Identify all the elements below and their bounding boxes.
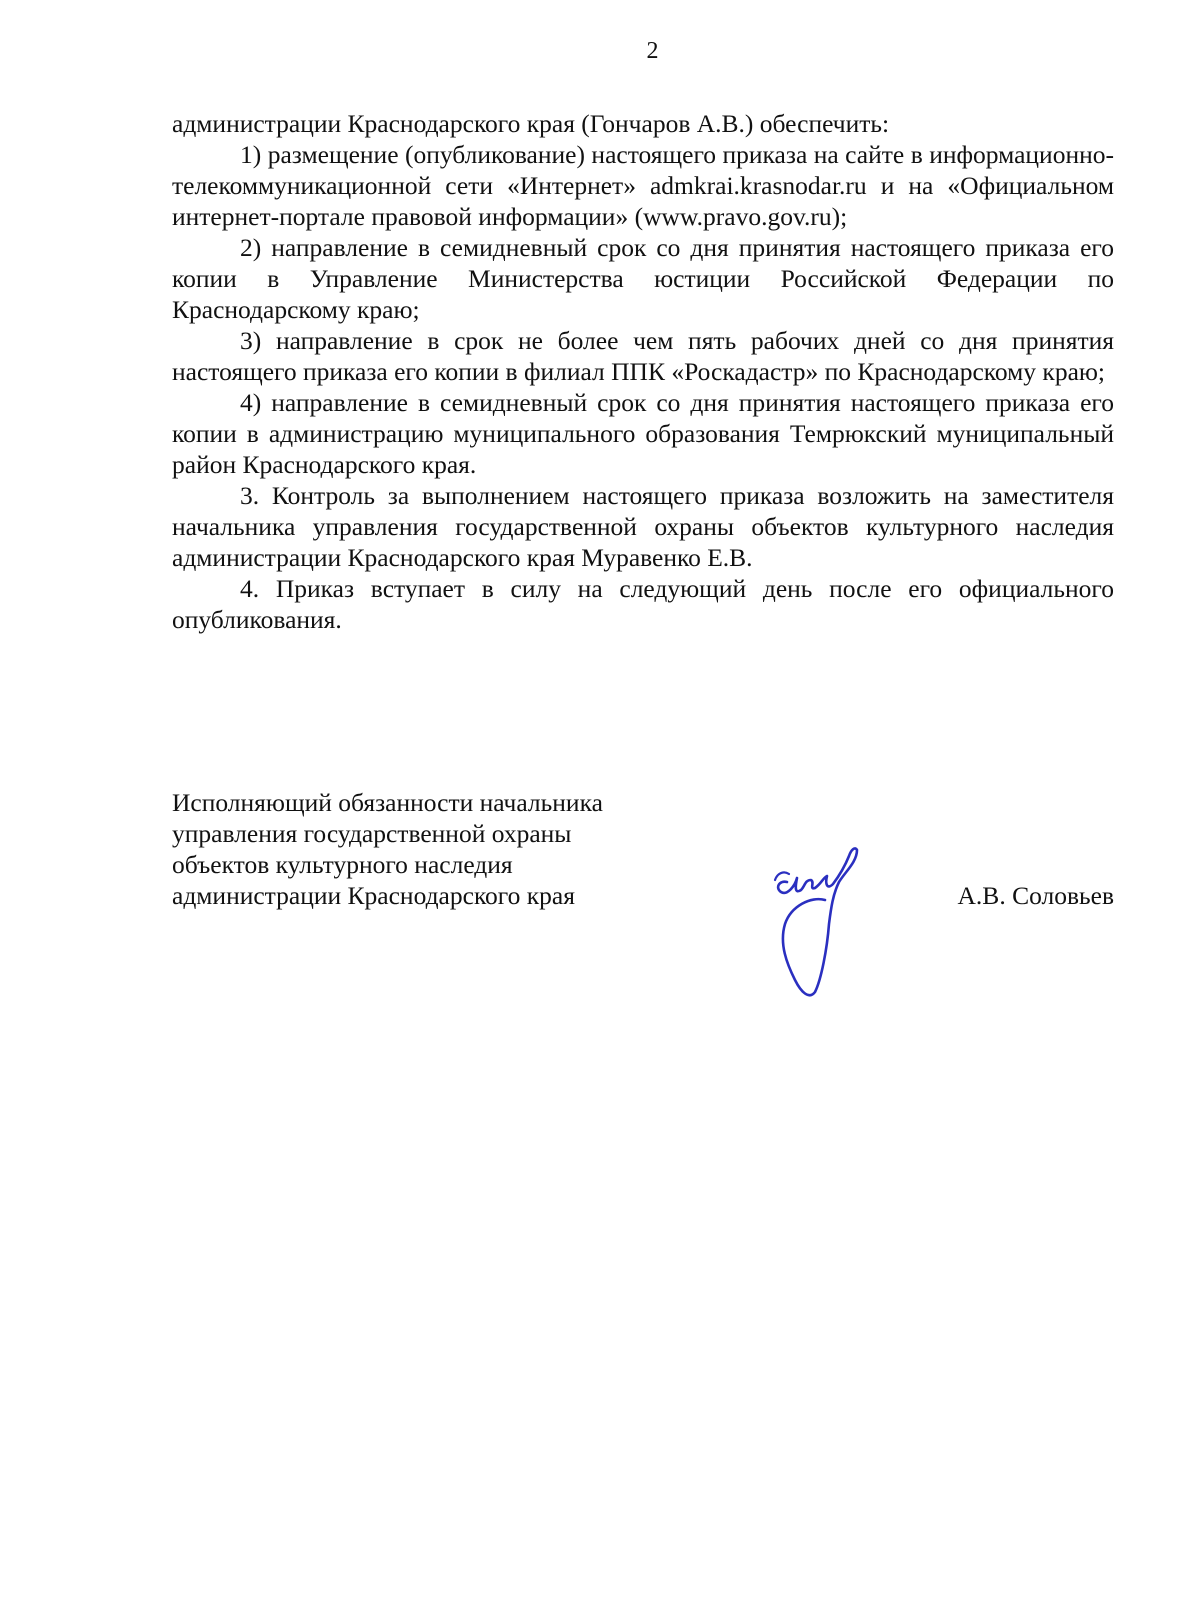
signatory-name: А.В. Соловьев [957,881,1114,910]
page-number: 2 [646,38,659,64]
position-line: объектов культурного наследия [172,850,513,879]
signatory-position [172,787,692,911]
paragraph-item-4: 4) направление в семидневный срок со дня принятия настоящего приказа его копии в администрацию муниципального образования Темрюкский муниципальный район Краснодарского края. [172,388,1114,479]
handwritten-signature [765,840,875,1020]
paragraph-item-3: 3) направление в срок не более чем пять рабочих дней со дня принятия настоящего приказа его копии в филиал ППК «Роскадастр» по Краснодарскому краю; [172,326,1114,386]
paragraph-item-1: 1) размещение (опубликование) настоящего приказа на сайте в информационно-телекоммуникационной сети «Интернет» admkrai.krasnodar.ru и на «Официальном интернет-портале правовой информации» (www.pravo.gov.ru); [172,140,1114,231]
order-body-text [172,108,1114,635]
paragraph-clause-3: 3. Контроль за выполнением настоящего приказа возложить на заместителя начальника управления государственной охраны объектов культурного наследия администрации Краснодарского края Муравенко Е.В. [172,481,1114,572]
paragraph-continuation: администрации Краснодарского края (Гончаров А.В.) обеспечить: [172,109,890,138]
position-line: администрации Краснодарского края [172,881,575,910]
paragraph-clause-4: 4. Приказ вступает в силу на следующий день после его официального опубликования. [172,574,1114,634]
position-line: управления государственной охраны [172,819,572,848]
paragraph-item-2: 2) направление в семидневный срок со дня принятия настоящего приказа его копии в Управление Министерства юстиции Российской Федерации по Краснодарскому краю; [172,233,1114,324]
position-line: Исполняющий обязанности начальника [172,788,603,817]
